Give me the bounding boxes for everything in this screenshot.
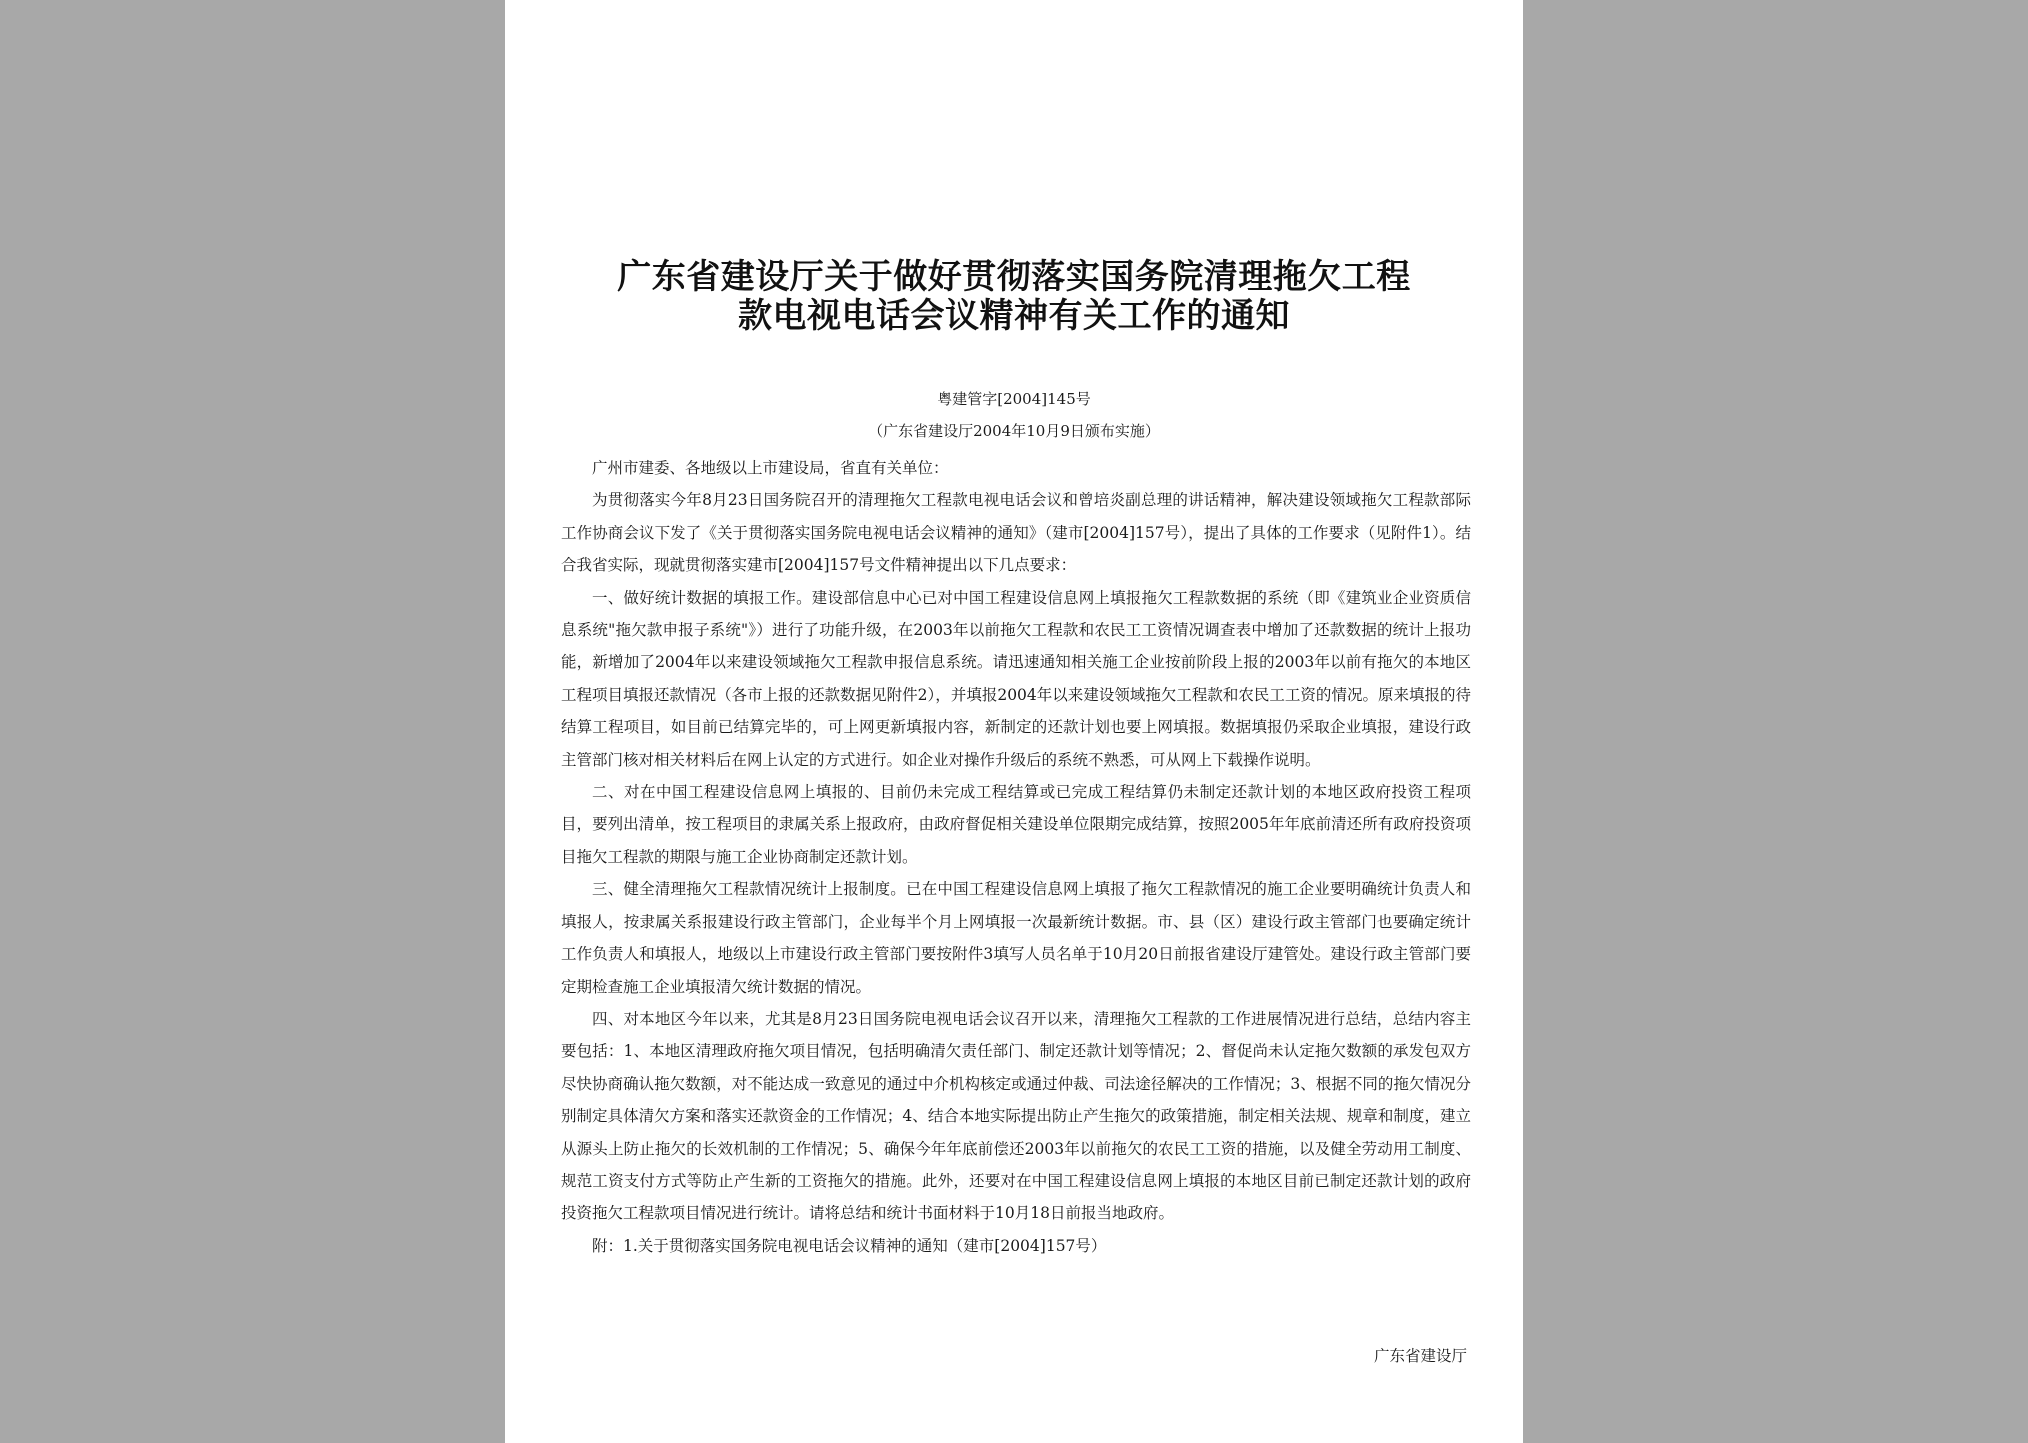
title-line-2: 款电视电话会议精神有关工作的通知 <box>738 296 1290 336</box>
addressee: 广州市建委、各地级以上市建设局，省直有关单位： <box>592 459 949 477</box>
issue-note: （广东省建设厅2004年10月9日颁布实施） <box>868 422 1160 440</box>
document-number: 粤建管字[2004]145号 <box>937 390 1091 408</box>
paragraph-item-1: 一、做好统计数据的填报工作。建设部信息中心已对中国工程建设信息网上填报拖欠工程款数据的系统（即《建筑业企业资质信息系统"拖欠款申报子系统"》）进行了功能升级，在2003年以前拖欠工程款和农民工工资情况调查表中增加了还款数据的统计上报功能，新增加了2004年以来建设领域拖欠工程款申报信息系统。请迅速通知相关施工企业按前阶段上报的2003年以前有拖欠的本地区工程项目填报还款情况（各市上报的还款数据见附件2），并填报2004年以来建设领域拖欠工程款和农民工工资的情况。原来填报的待结算工程项目，如目前已结算完毕的，可上网更新填报内容，新制定的还款计划也要上网填报。数据填报仍采取企业填报，建设行政主管部门核对相关材料后在网上认定的方式进行。如企业对操作升级后的系统不熟悉，可从网上下载操作说明。 <box>561 588 1471 769</box>
paragraph-intro: 为贯彻落实今年8月23日国务院召开的清理拖欠工程款电视电话会议和曾培炎副总理的讲话精神，解决建设领域拖欠工程款部际工作协商会议下发了《关于贯彻落实国务院电视电话会议精神的通知》（建市[2004]157号），提出了具体的工作要求（见附件1）。结合我省实际，现就贯彻落实建市[2004]157号文件精神提出以下几点要求： <box>561 491 1471 575</box>
document-body <box>561 452 1471 1262</box>
paragraph-item-3: 三、健全清理拖欠工程款情况统计上报制度。已在中国工程建设信息网上填报了拖欠工程款情况的施工企业要明确统计负责人和填报人，按隶属关系报建设行政主管部门，企业每半个月上网填报一次最新统计数据。市、县（区）建设行政主管部门也要确定统计工作负责人和填报人，地级以上市建设行政主管部门要按附件3填写人员名单于10月20日前报省建设厅建管处。建设行政主管部门要定期检查施工企业填报清欠统计数据的情况。 <box>561 880 1471 996</box>
signature-issuer: 广东省建设厅 <box>1373 1347 1467 1365</box>
paragraph-item-2: 二、对在中国工程建设信息网上填报的、目前仍未完成工程结算或已完成工程结算仍未制定还款计划的本地区政府投资工程项目，要列出清单，按工程项目的隶属关系上报政府，由政府督促相关建设单位限期完成结算，按照2005年年底前清还所有政府投资项目拖欠工程款的期限与施工企业协商制定还款计划。 <box>561 783 1471 866</box>
document-title <box>505 258 1523 336</box>
paragraph-item-4: 四、对本地区今年以来，尤其是8月23日国务院电视电话会议召开以来，清理拖欠工程款的工作进展情况进行总结，总结内容主要包括：1、本地区清理政府拖欠项目情况，包括明确清欠责任部门、制定还款计划等情况；2、督促尚未认定拖欠数额的承发包双方尽快协商确认拖欠数额，对不能达成一致意见的通过中介机构核定或通过仲裁、司法途径解决的工作情况；3、根据不同的拖欠情况分别制定具体清欠方案和落实还款资金的工作情况；4、结合本地实际提出防止产生拖欠的政策措施，制定相关法规、规章和制度，建立从源头上防止拖欠的长效机制的工作情况；5、确保今年年底前偿还2003年以前拖欠的农民工工资的措施，以及健全劳动用工制度、规范工资支付方式等防止产生新的工资拖欠的措施。此外，还要对在中国工程建设信息网上填报的本地区目前已制定还款计划的政府投资拖欠工程款项目情况进行统计。请将总结和统计书面材料于10月18日前报当地政府。 <box>561 1009 1471 1223</box>
title-line-1: 广东省建设厅关于做好贯彻落实国务院清理拖欠工程 <box>617 257 1411 297</box>
document-page <box>505 0 1523 1443</box>
attachment-line: 附：1.关于贯彻落实国务院电视电话会议精神的通知（建市[2004]157号） <box>592 1236 1107 1255</box>
